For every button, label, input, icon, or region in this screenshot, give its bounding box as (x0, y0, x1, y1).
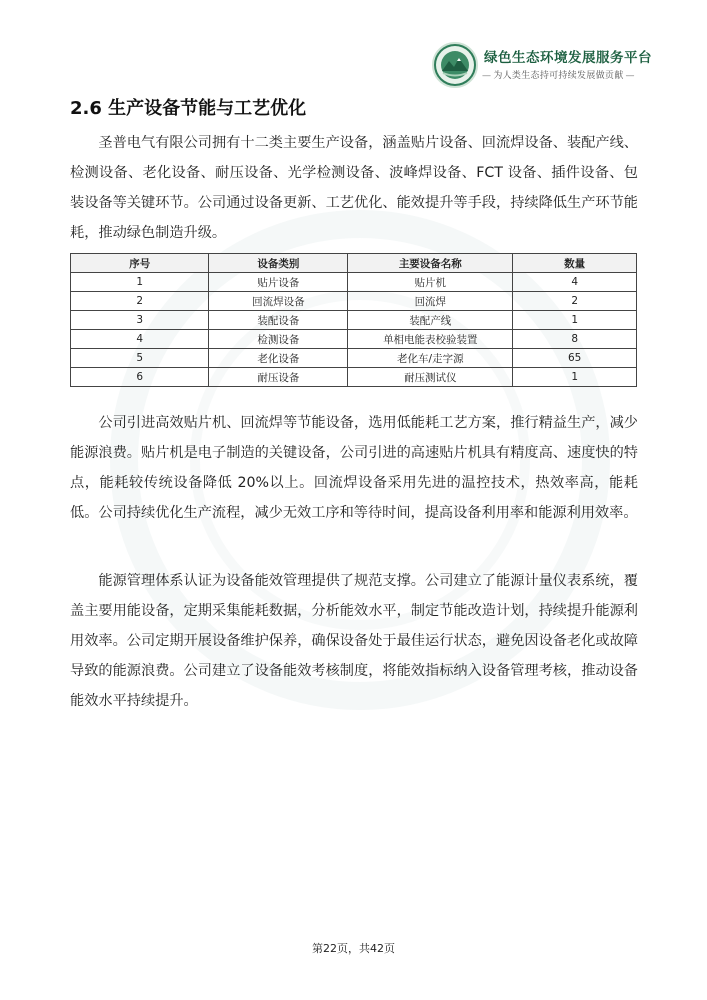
table-header-row (71, 254, 637, 273)
table-row (71, 311, 637, 330)
equipment-table (70, 253, 637, 387)
cell-category: 检测设备 (209, 330, 348, 349)
cell-category: 贴片设备 (209, 273, 348, 292)
cell-quantity: 8 (513, 330, 637, 349)
cell-index: 5 (71, 349, 209, 368)
cell-quantity: 2 (513, 292, 637, 311)
cell-index: 1 (71, 273, 209, 292)
column-header-index: 序号 (71, 254, 209, 273)
cell-equipment-name: 贴片机 (348, 273, 513, 292)
table-row (71, 292, 637, 311)
cell-equipment-name: 单相电能表校验装置 (348, 330, 513, 349)
cell-index: 2 (71, 292, 209, 311)
table-row (71, 273, 637, 292)
org-slogan: — 为人类生态持可持续发展做贡献 — (480, 68, 637, 81)
paragraph-intro: 圣普电气有限公司拥有十二类主要生产设备，涵盖贴片设备、回流焊设备、装配产线、检测设备、老化设备、耐压设备、光学检测设备、波峰焊设备、FCT 设备、插件设备、包装设备等关键环节。公司通过设备更新、工艺优化、能效提升等手段，持续降低生产环节能耗，推动绿色制造升级。 (70, 135, 638, 241)
table-row (71, 349, 637, 368)
mountain-globe-logo-icon (432, 42, 478, 88)
cell-category: 老化设备 (209, 349, 348, 368)
cell-index: 3 (71, 311, 209, 330)
cell-quantity: 1 (513, 311, 637, 330)
table-row (71, 368, 637, 387)
cell-category: 回流焊设备 (209, 292, 348, 311)
cell-equipment-name: 老化车/走字源 (348, 349, 513, 368)
cell-equipment-name: 耐压测试仪 (348, 368, 513, 387)
cell-index: 6 (71, 368, 209, 387)
cell-equipment-name: 回流焊 (348, 292, 513, 311)
cell-category: 装配设备 (209, 311, 348, 330)
cell-quantity: 1 (513, 368, 637, 387)
cell-quantity: 65 (513, 349, 637, 368)
column-header-equipment-name: 主要设备名称 (348, 254, 513, 273)
paragraph-energy-management: 能源管理体系认证为设备能效管理提供了规范支撑。公司建立了能源计量仪表系统，覆盖主要用能设备，定期采集能耗数据，分析能效水平，制定节能改造计划，持续提升能源利用效率。公司定期开展设备维护保养，确保设备处于最佳运行状态，避免因设备老化或故障导致的能源浪费。公司建立了设备能效考核制度，将能效指标纳入设备管理考核，推动设备能效水平持续提升。 (70, 573, 638, 709)
section-title: 2.6 生产设备节能与工艺优化 (70, 98, 307, 119)
column-header-category: 设备类别 (209, 254, 348, 273)
column-header-quantity: 数量 (513, 254, 637, 273)
cell-index: 4 (71, 330, 209, 349)
cell-equipment-name: 装配产线 (348, 311, 513, 330)
cell-category: 耐压设备 (209, 368, 348, 387)
table-row (71, 330, 637, 349)
cell-quantity: 4 (513, 273, 637, 292)
paragraph-energy-saving-equipment: 公司引进高效贴片机、回流焊等节能设备，选用低能耗工艺方案，推行精益生产，减少能源浪费。贴片机是电子制造的关键设备，公司引进的高速贴片机具有精度高、速度快的特点，能耗较传统设备降低 20%以上。回流焊设备采用先进的温控技术，热效率高，能耗低。公司持续优化生产流程，减少无效工序和等待时间，提高设备利用率和能源利用效率。 (70, 415, 638, 521)
page-number: 第22页，共42页 (312, 942, 395, 955)
org-name: 绿色生态环境发展服务平台 (484, 50, 652, 66)
